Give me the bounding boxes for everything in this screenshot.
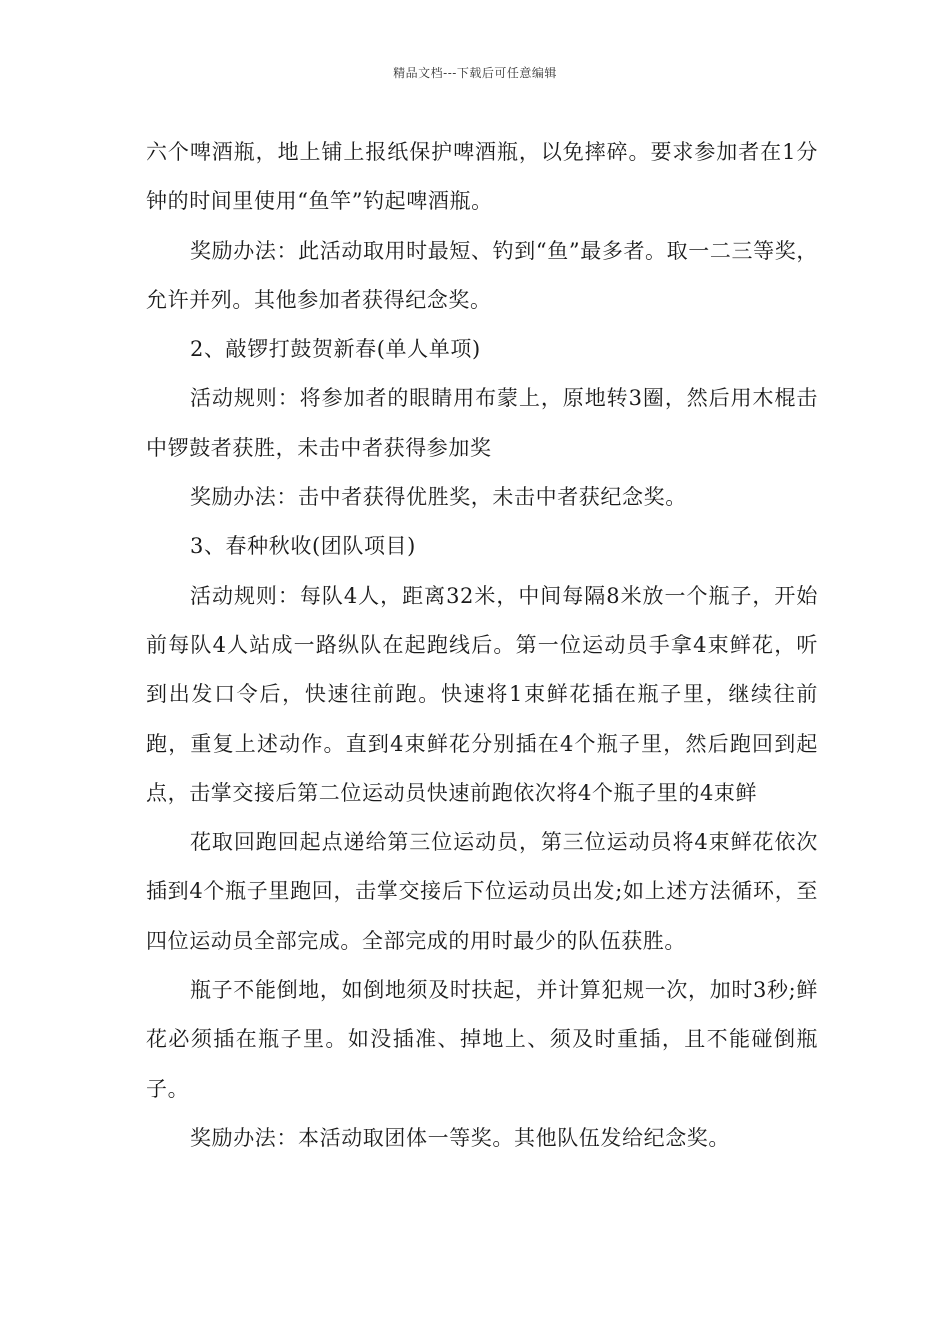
section-heading-2: 2、敲锣打鼓贺新春(单人单项) <box>190 337 481 362</box>
document-body <box>146 128 818 1163</box>
paragraph-9: 瓶子不能倒地，如倒地须及时扶起，并计算犯规一次，加时3秒;鲜花必须插在瓶子里。如没插准、掉地上、须及时重插，且不能碰倒瓶子。 <box>146 978 818 1101</box>
paragraph-7: 活动规则：每队4人，距离32米，中间每隔8米放一个瓶子，开始前每队4人站成一路纵队在起跑线后。第一位运动员手拿4束鲜花，听到出发口令后，快速往前跑。快速将1束鲜花插在瓶子里，继续往前跑，重复上述动作。直到4束鲜花分别插在4个瓶子里，然后跑回到起点，击掌交接后第二位运动员快速前跑依次将4个瓶子里的4束鲜 <box>146 583 818 805</box>
paragraph-5: 奖励办法：击中者获得优胜奖，未击中者获纪念奖。 <box>190 485 687 510</box>
section-heading-3: 3、春种秋收(团队项目) <box>190 534 416 559</box>
paragraph-1: 六个啤酒瓶，地上铺上报纸保护啤酒瓶，以免摔碎。要求参加者在1分钟的时间里使用“鱼竿”钓起啤酒瓶。 <box>146 140 818 214</box>
paragraph-10: 奖励办法：本活动取团体一等奖。其他队伍发给纪念奖。 <box>190 1125 730 1150</box>
paragraph-8: 花取回跑回起点递给第三位运动员，第三位运动员将4束鲜花依次插到4个瓶子里跑回，击掌交接后下位运动员出发;如上述方法循环，至四位运动员全部完成。全部完成的用时最少的队伍获胜。 <box>146 830 818 953</box>
paragraph-2: 奖励办法：此活动取用时最短、钓到“鱼”最多者。取一二三等奖，允许并列。其他参加者获得纪念奖。 <box>146 238 818 312</box>
paragraph-4: 活动规则：将参加者的眼睛用布蒙上，原地转3圈，然后用木棍击中锣鼓者获胜，未击中者获得参加奖 <box>146 386 818 460</box>
page-header: 精品文档---下载后可任意编辑 <box>393 66 557 80</box>
